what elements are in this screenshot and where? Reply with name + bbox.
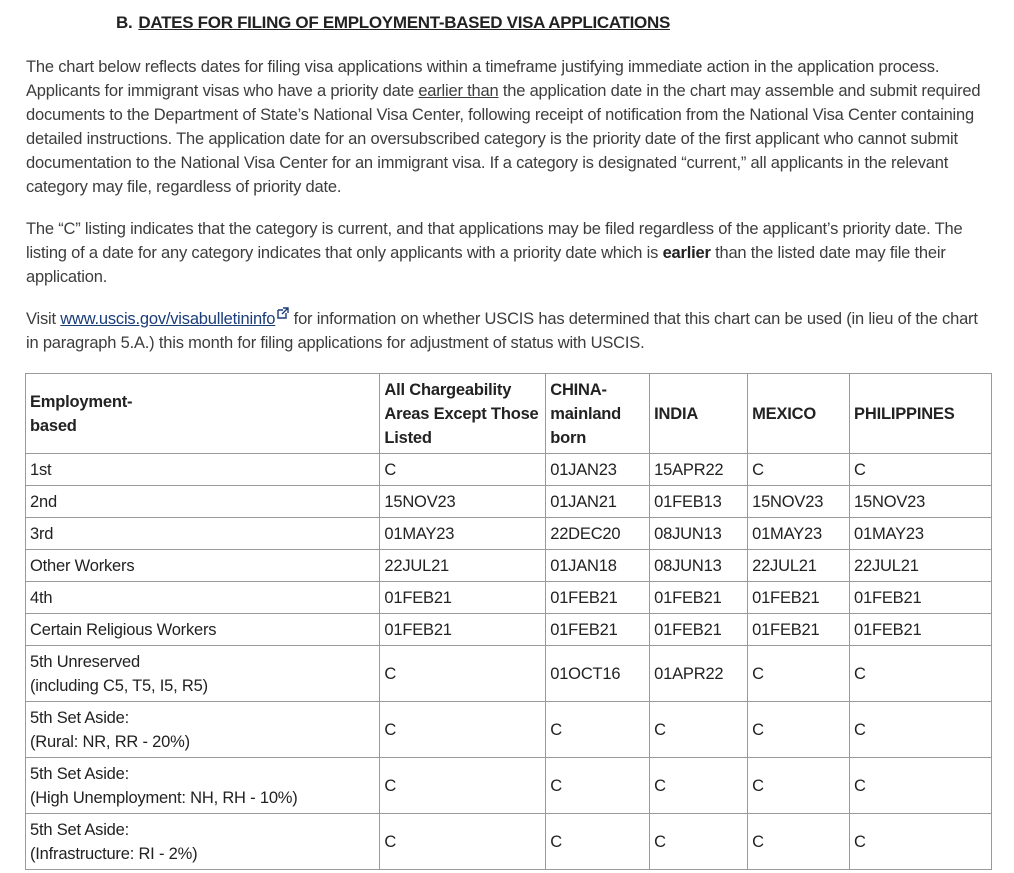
date-cell: 15APR22 [650, 454, 748, 486]
current-text-end: than the listed date may file their application. [26, 244, 946, 286]
category-cell: 5th Set Aside: (Rural: NR, RR - 20%) [26, 702, 380, 758]
uscis-paragraph [26, 307, 992, 355]
date-cell: 22JUL21 [850, 550, 992, 582]
category-cell: 5th Set Aside: (High Unemployment: NH, RH - 10%) [26, 758, 380, 814]
date-cell: 08JUN13 [650, 518, 748, 550]
date-cell: 01FEB21 [546, 614, 650, 646]
table-header-row [26, 374, 992, 454]
table-body [26, 454, 992, 870]
intro-text-end: the application date in the chart may assemble and submit required documents to the Department of State’s National Visa Center, following receipt of notification from the National Visa Center containing detailed instructions. The application date for an oversubscribed category is the priority date of the first applicant who cannot submit documentation to the National Visa Center for an immigrant visa. If a category is designated “current,” all applicants in the relevant category may file, regardless of priority date. [26, 82, 981, 196]
uscis-visa-bulletin-link[interactable]: www.uscis.gov/visabulletininfo [60, 310, 276, 328]
uscis-text-end: for information on whether USCIS has determined that this chart can be used (in lieu of the chart in paragraph 5.A.) this month for filing applications for adjustment of status with USCIS. [26, 310, 978, 352]
date-cell: C [748, 646, 850, 702]
current-listing-paragraph [26, 217, 992, 289]
section-title: DATES FOR FILING OF EMPLOYMENT-BASED VISA APPLICATIONS [138, 13, 671, 32]
category-cell: 5th Unreserved (including C5, T5, I5, R5) [26, 646, 380, 702]
intro-paragraph [26, 55, 992, 199]
date-cell: 01FEB21 [650, 614, 748, 646]
date-cell: C [380, 646, 546, 702]
table-row [26, 582, 992, 614]
table-row [26, 702, 992, 758]
date-cell: C [380, 758, 546, 814]
current-text-start: The “C” listing indicates that the category is current, and that applications may be filed regardless of the applicant’s priority date. The listing of a date for any category indicates that only applicants with a priority date which is [26, 220, 963, 262]
date-cell: 01FEB21 [546, 582, 650, 614]
date-cell: 22JUL21 [748, 550, 850, 582]
intro-text-start: The chart below reflects dates for filing visa applications within a timeframe justifying immediate action in the application process. Applicants for immigrant visas who have a priority date [26, 58, 940, 100]
date-cell: 01APR22 [650, 646, 748, 702]
date-cell: C [380, 454, 546, 486]
table-row [26, 758, 992, 814]
header-china: CHINA- mainland born [546, 374, 650, 454]
category-cell: 1st [26, 454, 380, 486]
date-cell: 01JAN21 [546, 486, 650, 518]
date-cell: C [650, 702, 748, 758]
date-cell: 08JUN13 [650, 550, 748, 582]
date-cell: 01FEB13 [650, 486, 748, 518]
table-row [26, 646, 992, 702]
date-cell: C [850, 646, 992, 702]
current-bold-text: earlier [662, 244, 711, 262]
date-cell: 15NOV23 [380, 486, 546, 518]
header-mexico: MEXICO [748, 374, 850, 454]
date-cell: 01JAN23 [546, 454, 650, 486]
date-cell: C [850, 454, 992, 486]
date-cell: C [748, 814, 850, 870]
date-cell: 22JUL21 [380, 550, 546, 582]
header-india: INDIA [650, 374, 748, 454]
date-cell: 01MAY23 [380, 518, 546, 550]
category-cell: 5th Set Aside: (Infrastructure: RI - 2%) [26, 814, 380, 870]
date-cell: 15NOV23 [850, 486, 992, 518]
date-cell: C [748, 454, 850, 486]
date-cell: 01MAY23 [850, 518, 992, 550]
date-cell: C [546, 758, 650, 814]
date-cell: C [850, 814, 992, 870]
table-row [26, 518, 992, 550]
date-cell: C [850, 758, 992, 814]
header-all-chargeability: All Chargeability Areas Except Those Listed [380, 374, 546, 454]
date-cell: 01JAN18 [546, 550, 650, 582]
date-cell: 01FEB21 [380, 614, 546, 646]
date-cell: 22DEC20 [546, 518, 650, 550]
table-row [26, 486, 992, 518]
date-cell: 01FEB21 [850, 614, 992, 646]
date-cell: 01FEB21 [380, 582, 546, 614]
header-employment-based: Employment- based [26, 374, 380, 454]
date-cell: C [650, 758, 748, 814]
category-cell: 2nd [26, 486, 380, 518]
section-heading [116, 13, 670, 33]
category-cell: Certain Religious Workers [26, 614, 380, 646]
table-row [26, 814, 992, 870]
date-cell: 01FEB21 [748, 582, 850, 614]
date-cell: C [380, 702, 546, 758]
table-row [26, 550, 992, 582]
date-cell: C [850, 702, 992, 758]
date-cell: 01MAY23 [748, 518, 850, 550]
category-cell: 3rd [26, 518, 380, 550]
date-cell: 01FEB21 [850, 582, 992, 614]
date-cell: C [546, 814, 650, 870]
intro-underlined-text: earlier than [418, 82, 499, 100]
category-cell: 4th [26, 582, 380, 614]
date-cell: C [380, 814, 546, 870]
filing-dates-table [25, 373, 992, 870]
date-cell: 01FEB21 [650, 582, 748, 614]
date-cell: 01FEB21 [748, 614, 850, 646]
date-cell: C [748, 758, 850, 814]
date-cell: C [748, 702, 850, 758]
header-philippines: PHILIPPINES [850, 374, 992, 454]
date-cell: C [546, 702, 650, 758]
external-link-icon[interactable] [276, 307, 289, 320]
date-cell: C [650, 814, 748, 870]
table-row [26, 614, 992, 646]
section-letter: B. [116, 13, 133, 32]
date-cell: 15NOV23 [748, 486, 850, 518]
date-cell: 01OCT16 [546, 646, 650, 702]
uscis-text-start: Visit [26, 310, 61, 328]
table-row [26, 454, 992, 486]
category-cell: Other Workers [26, 550, 380, 582]
